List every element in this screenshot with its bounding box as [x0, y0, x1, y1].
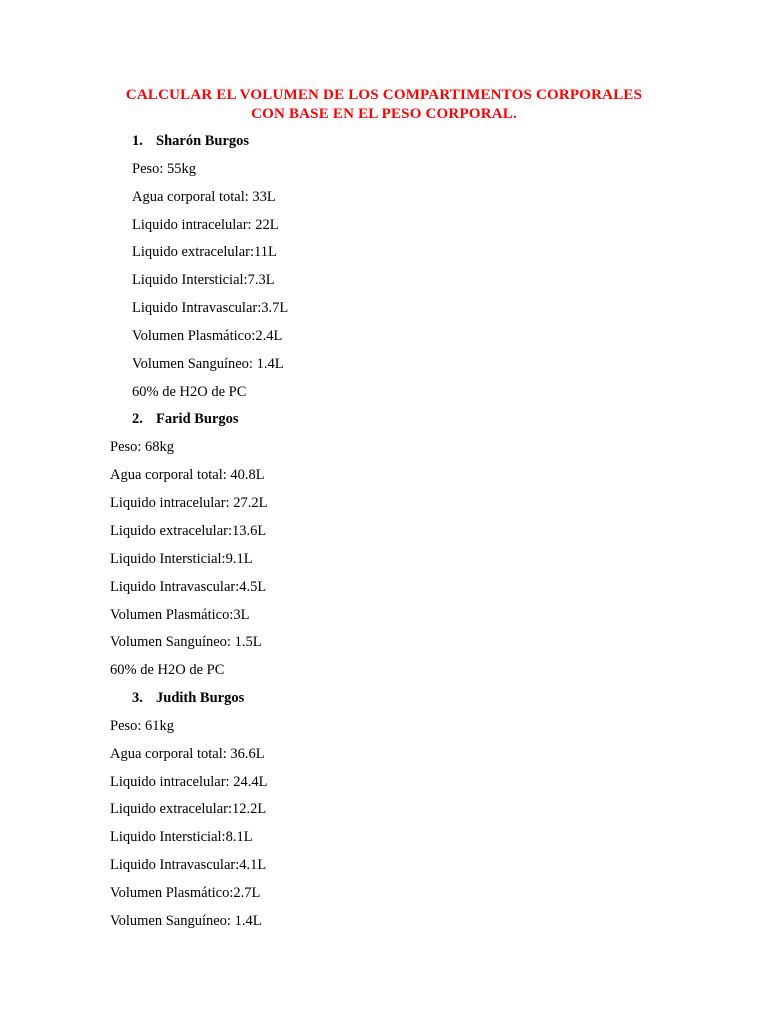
weight-line: Peso: 55kg [132, 161, 197, 177]
extracellular-line: Liquido extracelular:11L [132, 244, 277, 260]
interstitial-line: Liquido Intersticial:7.3L [132, 272, 275, 288]
intracellular-line: Liquido intracelular: 24.4L [110, 774, 268, 790]
weight-line: Peso: 61kg [110, 718, 175, 734]
intravascular-line: Liquido Intravascular:4.1L [110, 857, 267, 873]
plasma-volume-line: Volumen Plasmático:2.4L [132, 328, 283, 344]
intravascular-line: Liquido Intravascular:3.7L [132, 300, 289, 316]
plasma-volume-line: Volumen Plasmático:3L [110, 607, 250, 623]
blood-volume-line: Volumen Sanguíneo: 1.4L [110, 913, 262, 929]
person-heading [132, 689, 244, 707]
person-number: 3. [132, 690, 143, 706]
person-name: Judith Burgos [156, 690, 245, 706]
person-heading [132, 132, 249, 150]
intracellular-line: Liquido intracelular: 27.2L [110, 495, 268, 511]
weight-line: Peso: 68kg [110, 439, 175, 455]
total-water-line: Agua corporal total: 40.8L [110, 467, 265, 483]
extracellular-line: Liquido extracelular:12.2L [110, 801, 267, 817]
water-percentage-line: 60% de H2O de PC [132, 384, 247, 400]
total-water-line: Agua corporal total: 33L [132, 189, 276, 205]
person-name: Farid Burgos [156, 411, 239, 427]
intravascular-line: Liquido Intravascular:4.5L [110, 579, 267, 595]
water-percentage-line: 60% de H2O de PC [110, 662, 225, 678]
blood-volume-line: Volumen Sanguíneo: 1.4L [132, 356, 284, 372]
blood-volume-line: Volumen Sanguíneo: 1.5L [110, 634, 262, 650]
person-number: 2. [132, 411, 143, 427]
interstitial-line: Liquido Intersticial:8.1L [110, 829, 253, 845]
total-water-line: Agua corporal total: 36.6L [110, 746, 265, 762]
plasma-volume-line: Volumen Plasmático:2.7L [110, 885, 261, 901]
person-name: Sharón Burgos [156, 133, 250, 149]
person-heading [132, 410, 239, 428]
intracellular-line: Liquido intracelular: 22L [132, 217, 279, 233]
person-number: 1. [132, 133, 143, 149]
extracellular-line: Liquido extracelular:13.6L [110, 523, 267, 539]
interstitial-line: Liquido Intersticial:9.1L [110, 551, 253, 567]
document-title-line-2: CON BASE EN EL PESO CORPORAL. [251, 106, 517, 122]
document-title-line-1: CALCULAR EL VOLUMEN DE LOS COMPARTIMENTOS CORPORALES [125, 87, 643, 103]
